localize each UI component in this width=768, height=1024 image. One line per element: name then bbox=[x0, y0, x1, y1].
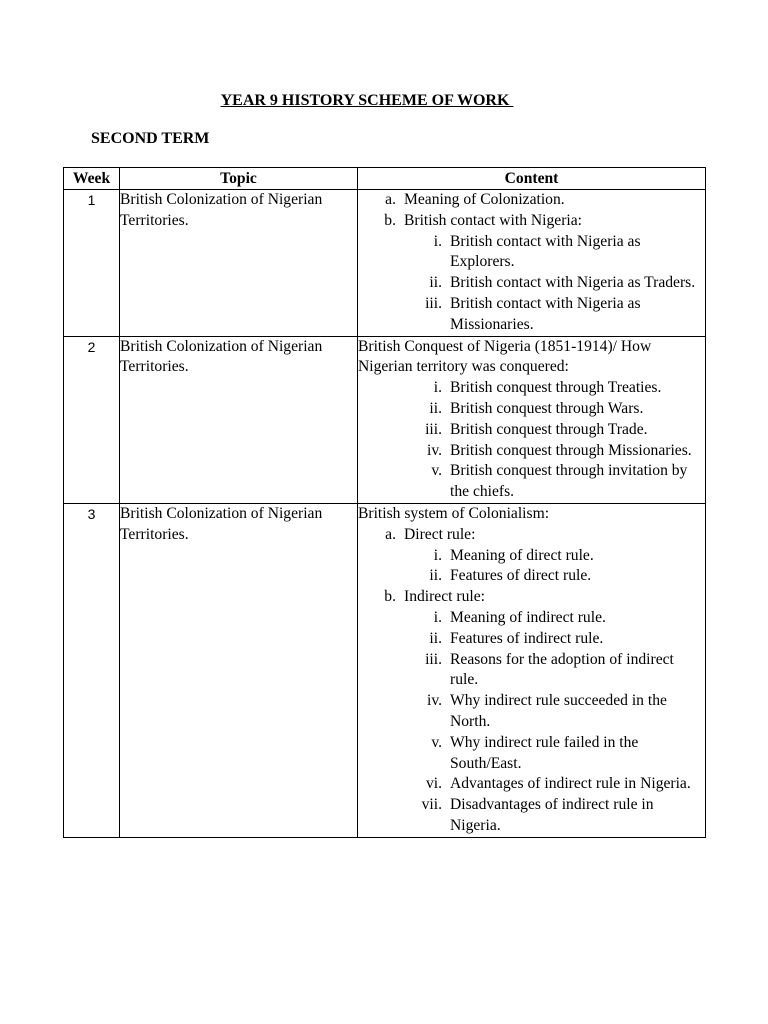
content-list-item bbox=[358, 629, 705, 650]
table-row bbox=[64, 336, 706, 503]
content-list-item bbox=[358, 420, 705, 441]
content-cell bbox=[358, 190, 706, 337]
list-item-text: British contact with Nigeria as Missionaries. bbox=[450, 294, 641, 333]
content-list-item bbox=[358, 190, 705, 211]
content-list-item bbox=[358, 608, 705, 629]
list-item-text: British contact with Nigeria: bbox=[404, 211, 582, 229]
list-marker: i. bbox=[433, 379, 442, 397]
content-list-item bbox=[358, 546, 705, 567]
content-cell bbox=[358, 503, 706, 837]
list-marker: i. bbox=[433, 232, 442, 250]
content-list-item bbox=[358, 795, 705, 837]
list-marker: vii. bbox=[421, 796, 442, 814]
list-marker: iii. bbox=[425, 420, 442, 438]
content-list-item bbox=[358, 441, 705, 462]
list-item-text: Reasons for the adoption of indirect rule. bbox=[450, 650, 674, 689]
content-list-item bbox=[358, 504, 705, 525]
list-item-text: British system of Colonialism: bbox=[358, 504, 550, 522]
content-list-item bbox=[358, 691, 705, 733]
list-item-text: British conquest through Missionaries. bbox=[450, 441, 692, 459]
list-item-text: Meaning of direct rule. bbox=[450, 546, 594, 564]
week-cell: 2 bbox=[64, 336, 120, 503]
content-list-item bbox=[358, 733, 705, 775]
content-list-item bbox=[358, 337, 705, 379]
list-marker: ii. bbox=[429, 567, 442, 585]
content-list-item bbox=[358, 525, 705, 546]
term-heading: SECOND TERM bbox=[91, 130, 210, 147]
scheme-of-work-table bbox=[63, 167, 706, 838]
list-item-text: Disadvantages of indirect rule in Nigeria. bbox=[450, 796, 654, 834]
list-item-text: Advantages of indirect rule in Nigeria. bbox=[450, 775, 691, 793]
content-list-item bbox=[358, 294, 705, 336]
content-list-item bbox=[358, 650, 705, 692]
header-topic: Topic bbox=[120, 168, 358, 190]
list-item-text: British conquest through invitation by the chiefs. bbox=[450, 462, 688, 501]
list-marker: iv. bbox=[426, 692, 442, 710]
list-item-text: British contact with Nigeria as Explorers. bbox=[450, 232, 641, 271]
list-marker: i. bbox=[433, 608, 442, 626]
table-body bbox=[64, 190, 706, 838]
list-marker: b. bbox=[384, 588, 396, 606]
content-list-item bbox=[358, 232, 705, 274]
topic-cell: British Colonization of Nigerian Territories. bbox=[120, 503, 358, 837]
content-list-item bbox=[358, 587, 705, 608]
table-row bbox=[64, 190, 706, 337]
list-marker: iii. bbox=[425, 294, 442, 312]
week-cell: 3 bbox=[64, 503, 120, 837]
list-item-text: Direct rule: bbox=[404, 525, 476, 543]
topic-cell: British Colonization of Nigerian Territories. bbox=[120, 336, 358, 503]
list-marker: iv. bbox=[426, 441, 442, 459]
document-title: YEAR 9 HISTORY SCHEME OF WORK bbox=[220, 92, 514, 109]
list-marker: ii. bbox=[429, 629, 442, 647]
list-item-text: British Conquest of Nigeria (1851-1914)/ How Nigerian territory was conquered: bbox=[358, 337, 652, 376]
list-item-text: Features of indirect rule. bbox=[450, 629, 604, 647]
topic-cell: British Colonization of Nigerian Territories. bbox=[120, 190, 358, 337]
list-marker: ii. bbox=[429, 274, 442, 292]
list-marker: i. bbox=[433, 546, 442, 564]
list-item-text: Why indirect rule failed in the South/East. bbox=[450, 733, 639, 772]
table-header-row bbox=[64, 168, 706, 190]
content-list-item bbox=[358, 273, 705, 294]
content-list-item bbox=[358, 566, 705, 587]
content-list-item bbox=[358, 461, 705, 503]
list-item-text: British conquest through Treaties. bbox=[450, 379, 662, 397]
list-marker: v. bbox=[431, 733, 442, 751]
list-item-text: British conquest through Trade. bbox=[450, 420, 648, 438]
list-marker: b. bbox=[384, 211, 396, 229]
content-list-item bbox=[358, 774, 705, 795]
list-item-text: British conquest through Wars. bbox=[450, 399, 644, 417]
list-item-text: Features of direct rule. bbox=[450, 567, 592, 585]
list-item-text: Why indirect rule succeeded in the North. bbox=[450, 692, 667, 730]
list-marker: iii. bbox=[425, 650, 442, 668]
header-week: Week bbox=[64, 168, 120, 190]
list-marker: ii. bbox=[429, 399, 442, 417]
list-marker: v. bbox=[431, 462, 442, 480]
list-item-text: Meaning of indirect rule. bbox=[450, 608, 606, 626]
list-item-text: British contact with Nigeria as Traders. bbox=[450, 274, 696, 292]
list-marker: vi. bbox=[425, 775, 442, 793]
table-row bbox=[64, 503, 706, 837]
list-item-text: Indirect rule: bbox=[404, 588, 485, 606]
content-list-item bbox=[358, 399, 705, 420]
list-marker: a. bbox=[385, 525, 396, 543]
content-list-item bbox=[358, 211, 705, 232]
list-item-text: Meaning of Colonization. bbox=[404, 191, 565, 208]
week-cell: 1 bbox=[64, 190, 120, 337]
list-marker: a. bbox=[385, 191, 396, 208]
content-cell bbox=[358, 336, 706, 503]
content-list-item bbox=[358, 378, 705, 399]
header-content: Content bbox=[358, 168, 706, 190]
